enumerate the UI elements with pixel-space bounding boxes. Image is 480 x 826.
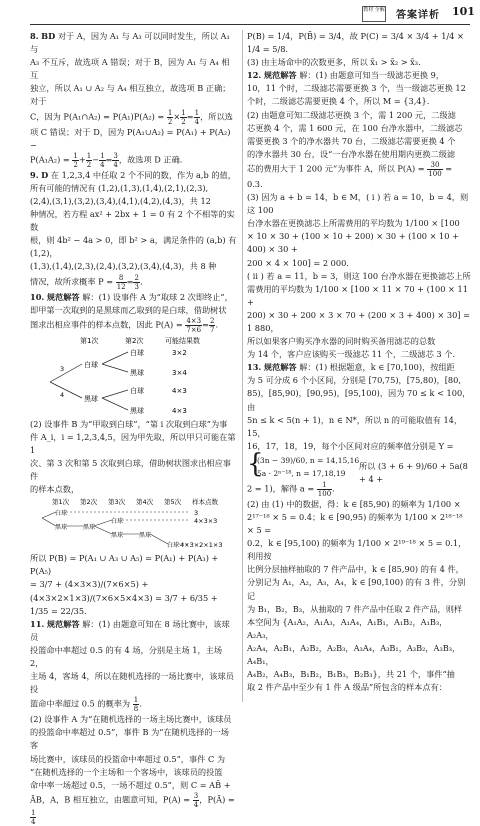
- q12-line: 200 × 4 × 100] = 2 000.: [247, 257, 349, 268]
- right-column: [247, 30, 471, 694]
- tree2-node: 黑球: [111, 532, 124, 540]
- tree1-node: 白球: [84, 360, 98, 369]
- tree1-node: 白球: [130, 386, 144, 395]
- q11-cont-line: 1/4 = 5/8.: [247, 44, 289, 55]
- tree1-header: 可能结果数: [165, 336, 200, 345]
- page-header: [0, 0, 480, 28]
- q11-line: 投篮命中率超过 0.5 的有 4 场，分别是主场 1，主场 2，: [30, 644, 223, 668]
- q12-line: 200) × 30 + 200 × 3 × 70 + (200 × 3 + 400) × 30] = 1 880，: [247, 309, 470, 333]
- q11-line: “在随机选择的一个主场和一个客场中，该球员的投篮: [30, 766, 223, 777]
- tree2-header: 第1次: [52, 498, 70, 507]
- tree1-node: 黑球: [130, 368, 144, 377]
- q8-line: 独立，所以 A₁ ∪ A₂ 与 A₄ 相互独立，故选项 B 正确；对于: [30, 83, 231, 107]
- tree1-node: 黑球: [130, 406, 144, 415]
- q13-line: 2¹⁷⁻¹⁸ × 5 = 0.4；k ∈ [90,95) 的频率为 1/100 × 2¹⁸⁻¹⁸ × 5 =: [247, 512, 463, 536]
- q11-line: 篮命中率超过 0.5 的概率为 $\frac{1}{8}$ .: [30, 696, 142, 714]
- tree2-node: 黑球: [139, 532, 152, 540]
- q9-line: 种情况，若方程 ax² + 2bx + 1 = 0 有 2 个不相等的实数: [30, 209, 235, 233]
- q13-line: 13. 规范解答 解：(1) 根据题意，k ∈ [70,100)，按组距: [247, 362, 455, 373]
- tree2-node: 白球: [111, 518, 124, 526]
- tree1-header: 第2次: [125, 336, 144, 345]
- q13-line: 为 B₁，B₂，B₃，从抽取的 7 件产品中任取 2 件产品，则样: [247, 603, 463, 614]
- q11-cont-line: P(B) = 1/4，P(B̄) = 3/4，故 P(C) = 3/4 × 3/4 + 1/4 ×: [247, 31, 464, 41]
- tree2-header: 第2次: [80, 498, 98, 507]
- q12-line: 芯更换 4 个，需 1 600 元，在 100 台净水器中，二级滤芯: [247, 122, 463, 133]
- q11-line: (2) 设事件 A 为“在随机选择的一场主场比赛中，该球员: [30, 714, 232, 725]
- q12-line: 所以如果客户购买净水器的同时购买备用滤芯的总数: [247, 336, 436, 347]
- tree2-result: 4×3×2×1×3: [180, 541, 223, 550]
- q9-line: 根，则 4b² − 4a > 0，即 b² > a，满足条件的 (a,b) 有 (1,2)，: [30, 235, 237, 259]
- q13-line: 取 2 件产品中至少有 1 件 A 级品”所包含的样本点有：: [247, 682, 447, 693]
- page-number: 101: [452, 5, 475, 18]
- tree1-result: 4×3: [172, 406, 187, 415]
- q11-line: 主场 4，客场 4，所以在随机选择的一场比赛中，该球员投: [30, 671, 234, 695]
- tree-diagram-1: [30, 334, 237, 418]
- q8-line: C，因为 P(A₁∩A₂) = P(A₁)P(A₂) = $\frac{1}{2}$ × $\frac{1}{2}$ = $\frac{1}{4}$ ，所以选: [30, 108, 233, 126]
- q10-line: 图求出相应事件的样本点数，因此 P(A) = $\frac{4\times 3}{7\times 6}$ = $\frac{2}{7}$ .: [30, 316, 219, 334]
- q12-line: 为 14 个，客户应该购买一级滤芯 11 个，二级滤芯 3 个.: [247, 349, 456, 360]
- piecewise-function: { (3n − 39)/60, n = 14,15,16 5a · 2ⁿ⁻¹⁸, n = 17,18,19 所以 (3 + 6 + 9)/60 + 5a(8 + 4 +: [247, 448, 468, 484]
- q9-line: (2,4),(3,1),(3,2),(3,4),(4,1),(4,2),(4,3)，共 12: [30, 195, 211, 206]
- q12-line: (3) 因为 a + b = 14，b ∈ M，( i ) 若 a = 10，b = 4，则这 100: [247, 192, 469, 216]
- q11-line: 命中率一场超过 0.5，一场不超过 0.5”，则 C = AB̄ +: [30, 779, 231, 790]
- q11-line: 的投篮命中率超过 0.5”，事件 B 为“在随机选择的一场客: [30, 727, 229, 751]
- header-rule: [30, 24, 470, 25]
- q9-line: 所有可能的情况有 (1,2),(1,3),(1,4),(2,1),(2,3),: [30, 182, 209, 193]
- q13-line: 85)，[85,90)，[90,95)，[95,100)，因为 70 ≤ k < 100，由: [247, 388, 471, 412]
- q10-line: 的样本点数，: [30, 484, 80, 495]
- tree2-node: 黑球: [83, 524, 96, 532]
- q9-line: 9. D 在 1,2,3,4 中任取 2 个不同的数，作为 a,b 的值，: [30, 169, 236, 180]
- tree2-result: 4×3×3: [194, 517, 218, 526]
- q12-line: 需费用的平均数为 1/100 × [100 × 11 × 70 + (100 × 11 +: [247, 283, 468, 307]
- q10-line: (2) 设事件 B 为“甲取到白球”，“第 i 次取到白球”为事: [30, 418, 228, 429]
- tree1-node: 黑球: [84, 394, 98, 403]
- book-logo: 教材 全解: [362, 6, 386, 22]
- q12-line: 的净水器共 30 台，设“一台净水器在使用期内更换二级滤: [247, 148, 456, 159]
- tree1-header: 第1次: [80, 336, 99, 345]
- header-title: 答案详析: [396, 10, 440, 21]
- left-column: [30, 30, 237, 826]
- q13-line: 0.2，k ∈ [95,100) 的频率为 1/100 × 2¹⁹⁻¹⁸ × 5 = 0.1，利用按: [247, 538, 467, 562]
- q11-line: 场比赛中，该球员的投篮命中率超过 0.5”，事件 C 为: [30, 753, 226, 764]
- q12-line: 10，11 个时，二级滤芯需要更换 3 个，当一级滤芯更换 12: [247, 83, 466, 94]
- q13-line: A₄B₂，A₄B₃，B₁B₂，B₁B₃，B₂B₃}，共 21 个，事件“抽: [247, 669, 455, 680]
- q13-line: 2 = 1)，解得 a = $\frac{1}{100}$ .: [247, 480, 335, 498]
- tree2-header: 第4次: [136, 498, 154, 507]
- tree1-result: 3×2: [172, 348, 187, 357]
- tree2-node: 白球: [167, 542, 180, 550]
- tree2-node: 黑球: [55, 524, 68, 532]
- q10-line: 所以 P(B) = P(A₁ ∪ A₃ ∪ A₅) = P(A₁) + P(A₃) + P(A₅): [30, 553, 219, 577]
- q11-line: ĀB，A，B 相互独立，由题意可知，P(A) = $\frac{3}{4}$ ，P(Ā) = $\frac{1}{4}$: [30, 791, 235, 826]
- q10-line: 件 A_i，i = 1,2,3,4,5，因为甲先取，所以甲只可能在第 1: [30, 431, 236, 455]
- q12-line: 台净水器在更换滤芯上所需费用的平均数为 1/100 × [100: [247, 218, 460, 229]
- q10-line: 10. 规范解答 解：(1) 设事件 A 为“取球 2 次即终止”，: [30, 291, 233, 302]
- q12-line: 芯的费用大于 1 200 元”为事件 A，所以 P(A) = $\frac{30}{100}$ =: [247, 160, 453, 178]
- q8-line: P(A₁A₂) = $\frac{1}{2}$ + $\frac{1}{2}$ − $\frac{1}{4}$ = $\frac{3}{4}$ ，故选项 D 正确.: [30, 151, 183, 169]
- tree2-header: 样本点数: [192, 498, 218, 507]
- q9-line: (1,3),(1,4),(2,3),(2,4),(3,2),(3,4),(4,3)，共 8 种: [30, 261, 217, 272]
- q13-line: (2) 由 (1) 中的数据，得：k ∈ [85,90) 的频率为 1/100 ×: [247, 498, 461, 509]
- tree1-branch-label: 3: [60, 364, 65, 373]
- q12-line: 0.3.: [247, 178, 263, 189]
- tree2-node: 白球: [55, 510, 68, 518]
- q10-line: 次、第 3 次和第 5 次取到白球，借助树状图求出相应事件: [30, 457, 231, 482]
- q13-line: 5n ≤ k < 5(n + 1)，n ∈ N*，所以 n 的可能取值有 14，15，: [247, 414, 463, 438]
- q12-line: 个时，二级滤芯需要更换 4 个，所以 M = {3,4}.: [247, 96, 430, 107]
- tree-diagram-2: [30, 496, 237, 552]
- q9-line: 情况，故所求概率 P = $\frac{8}{12}$ = $\frac{2}{3}$ .: [30, 273, 143, 291]
- q13-line: 分别记为 A₁，A₂，A₃，A₄，k ∈ [90,100) 的有 3 件，分别记: [247, 577, 466, 601]
- q13-line: 为 5 可分成 6 个小区间，分别是 [70,75)，[75,80)，[80,: [247, 375, 461, 386]
- q11-cont-line: (3) 由主场命中的次数更多，所以 x̄₁ > x̄₂ > x̄₃.: [247, 57, 421, 68]
- q8-line: 项 C 错误；对于 D，因为 P(A₁∪A₂) = P(A₁) + P(A₂) −: [30, 126, 231, 150]
- q12-line: ( ii ) 若 a = 11，b = 3，则这 100 台净水器在更换滤芯上所: [247, 270, 471, 281]
- q12-line: (2) 由题意可知二级滤芯更换 3 个，需 1 200 元，二级滤: [247, 109, 456, 120]
- q13-line: 比例分层抽样抽取的 7 件产品中，k ∈ [85,90) 的有 4 件，: [247, 564, 464, 575]
- q8-line: 8. BD 对于 A，因为 A₁ 与 A₃ 可以同时发生，所以 A₁ 与: [30, 31, 230, 55]
- q12-line: × 10 × 30 + (100 × 10 + 200) × 30 + (100 × 10 + 400) × 30 +: [247, 231, 459, 255]
- q8-line: A₃ 不互斥，故选项 A 错误；对于 B，因为 A₁ 与 A₄ 相互: [30, 57, 230, 81]
- tree1-result: 4×3: [172, 386, 187, 395]
- q12-line: 12. 规范解答 解：(1) 由题意可知当一级滤芯更换 9，: [247, 70, 445, 81]
- tree1-result: 3×4: [172, 368, 187, 377]
- q11-line: 11. 规范解答 解：(1) 由题意可知在 8 场比赛中，该球员: [30, 618, 230, 642]
- q12-line: 需要更换 3 个的净水器共 70 台，二级滤芯需要更换 4 个: [247, 135, 456, 146]
- q13-line: 本空间为 {A₁A₂，A₁A₃，A₁A₄，A₁B₁，A₁B₂，A₁B₃，A₂A₃，: [247, 616, 448, 640]
- tree1-node: 白球: [130, 348, 144, 357]
- tree2-header: 第3次: [108, 498, 126, 507]
- q13-line: 16，17，18，19，每个小区间对应的频率值分别是 Y =: [247, 440, 454, 451]
- tree2-result: 3: [194, 509, 199, 518]
- tree2-header: 第5次: [164, 498, 182, 507]
- q10-line: 即甲第一次取到的是黑球而乙取到的是白球，借助树状: [30, 304, 227, 315]
- q13-line: A₂A₄，A₂B₁，A₂B₂，A₂B₃，A₃A₄，A₃B₁，A₃B₂，A₃B₃，A₄B₁，: [247, 642, 461, 667]
- tree1-branch-label: 4: [60, 390, 65, 399]
- q10-line: = 3/7 + (4×3×3)/(7×6×5) + (4×3×2×1×3)/(7×6×5×4×3) = 3/7 + 6/35 + 1/35 = 22/35.: [30, 579, 218, 616]
- column-separator: [242, 30, 243, 702]
